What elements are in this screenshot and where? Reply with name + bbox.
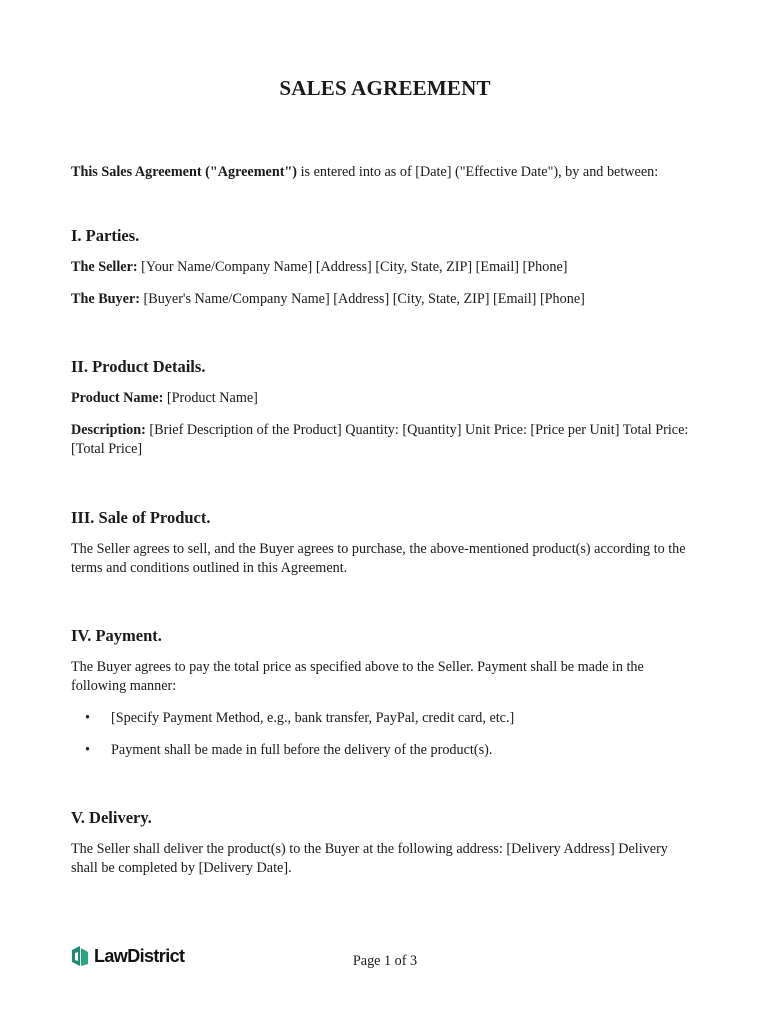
intro-text: is entered into as of [Date] ("Effective Date"), by and between:	[297, 164, 659, 180]
section-heading-delivery: V. Delivery.	[71, 808, 152, 827]
product-description-label: Description:	[71, 422, 146, 438]
section-sale-of-product	[71, 508, 698, 591]
product-name-label: Product Name:	[71, 390, 164, 406]
seller-line	[71, 258, 698, 277]
buyer-text: [Buyer's Name/Company Name] [Address] [City, State, ZIP] [Email] [Phone]	[139, 291, 585, 307]
bullet-text: [Specify Payment Method, e.g., bank transfer, PayPal, credit card, etc.]	[111, 710, 515, 726]
seller-text: [Your Name/Company Name] [Address] [City, State, ZIP] [Email] [Phone]	[137, 259, 568, 275]
payment-paragraph: The Buyer agrees to pay the total price as specified above to the Seller. Payment shall be made in the following manner:	[71, 659, 644, 694]
buyer-label: The Buyer:	[71, 291, 140, 307]
document-title: SALES AGREEMENT	[279, 76, 491, 100]
delivery-paragraph: The Seller shall deliver the product(s) to the Buyer at the following address: [Delivery Address] Delivery shall be completed by [Delivery Date].	[71, 841, 668, 876]
bullet-icon: •	[85, 710, 90, 726]
buyer-line	[71, 290, 698, 309]
list-item	[71, 709, 698, 728]
section-heading-parties: I. Parties.	[71, 226, 140, 245]
bullet-text: Payment shall be made in full before the delivery of the product(s).	[111, 742, 493, 758]
section-heading-sale: III. Sale of Product.	[71, 508, 211, 527]
section-delivery	[71, 808, 698, 891]
product-description-line	[71, 421, 698, 459]
product-name-line	[71, 389, 698, 408]
sale-paragraph: The Seller agrees to sell, and the Buyer agrees to purchase, the above-mentioned product(s) according to the terms and conditions outlined in this Agreement.	[71, 541, 686, 576]
bullet-icon: •	[85, 742, 90, 758]
product-name-text: [Product Name]	[163, 390, 258, 406]
section-heading-payment: IV. Payment.	[71, 626, 162, 645]
section-heading-product: II. Product Details.	[71, 357, 206, 376]
seller-label: The Seller:	[71, 259, 138, 275]
section-product-details	[71, 357, 698, 472]
list-item	[71, 741, 698, 760]
page-number: Page 1 of 3	[352, 953, 418, 969]
section-parties	[71, 226, 698, 322]
intro-paragraph	[71, 163, 710, 182]
product-description-text: [Brief Description of the Product] Quantity: [Quantity] Unit Price: [Price per Unit] Total Price: [Total Price]	[71, 422, 689, 457]
section-payment	[71, 626, 698, 773]
logo-text: LawDistrict	[94, 945, 185, 966]
intro-bold: This Sales Agreement ("Agreement")	[71, 164, 298, 180]
payment-bullet-list	[71, 709, 698, 760]
